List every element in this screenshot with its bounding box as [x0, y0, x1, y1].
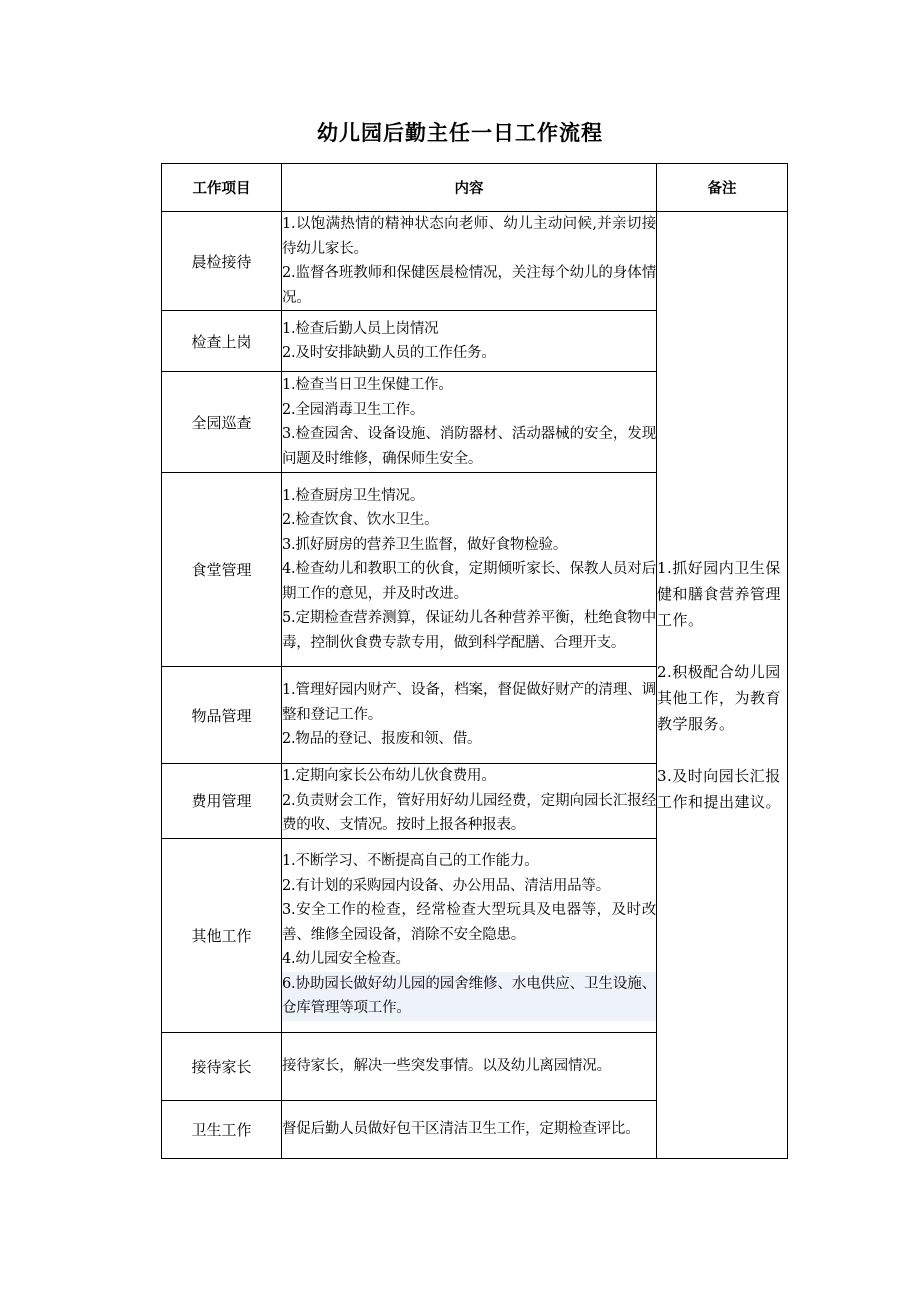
content-line: 2.检查饮食、饮水卫生。 [282, 512, 439, 529]
content-line: 1.以饱满热情的精神状态向老师、幼儿主动问候,并亲切接待幼儿家长。 [282, 216, 656, 257]
row-content [282, 473, 657, 667]
content-line: 2.负责财会工作，管好用好幼儿园经费，定期向园长汇报经费的收、支情况。按时上报各种报表。 [282, 792, 656, 833]
content-line: 1.检查厨房卫生情况。 [282, 487, 425, 504]
row-content [282, 311, 657, 372]
row-item: 食堂管理 [162, 473, 282, 667]
remark-note: 1.抓好园内卫生保健和膳食营养管理工作。 [657, 558, 782, 629]
page-title: 幼儿园后勤主任一日工作流程 [317, 121, 603, 145]
content-line: 1.检查当日卫生保健工作。 [282, 377, 453, 393]
remark-note: 3.及时向园长汇报工作和提出建议。 [657, 766, 782, 811]
content-line: 2.监督各班教师和保健医晨检情况，关注每个幼儿的身体情况。 [282, 265, 656, 306]
content-line: 6.协助园长做好幼儿园的园舍维修、水电供应、卫生设施、仓库管理等项工作。 [282, 972, 656, 1021]
header-item: 工作项目 [162, 164, 282, 212]
content-line: 1.检查后勤人员上岗情况 [282, 320, 439, 337]
content-line: 督促后勤人员做好包干区清洁卫生工作，定期检查评比。 [282, 1120, 640, 1137]
row-content [282, 667, 657, 764]
row-item: 费用管理 [162, 764, 282, 839]
content-line: 3.检查园舍、设备设施、消防器材、活动器械的安全，发现问题及时维修，确保师生安全。 [282, 426, 656, 467]
content-line: 1.不断学习、不断提高自己的工作能力。 [282, 853, 539, 870]
content-line: 3.安全工作的检查，经常检查大型玩具及电器等，及时改善、维修全园设备，消除不安全隐患。 [282, 902, 656, 943]
row-item: 卫生工作 [162, 1100, 282, 1158]
row-content [282, 212, 657, 311]
row-content [282, 764, 657, 839]
content-line: 2.及时安排缺勤人员的工作任务。 [282, 345, 496, 361]
content-line: 2.物品的登记、报废和领、借。 [282, 731, 482, 748]
row-item: 物品管理 [162, 667, 282, 764]
content-line: 接待家长，解决一些突发事情。以及幼儿离园情况。 [282, 1057, 611, 1074]
content-line: 4.检查幼儿和教职工的伙食，定期倾听家长、保教人员对后期工作的意见，并及时改进。 [282, 561, 656, 602]
row-content [282, 838, 657, 1032]
content-line: 2.全园消毒卫生工作。 [282, 401, 425, 418]
workflow-table [161, 163, 788, 1159]
content-line: 3.抓好厨房的营养卫生监督，做好食物检验。 [282, 536, 568, 553]
remark-note: 2.积极配合幼儿园其他工作，为教育教学服务。 [657, 662, 782, 733]
row-item: 接待家长 [162, 1032, 282, 1100]
row-content [282, 1100, 657, 1158]
row-content [282, 372, 657, 473]
row-item: 检查上岗 [162, 311, 282, 372]
remarks-cell [657, 212, 788, 1159]
row-item: 全园巡查 [162, 372, 282, 473]
content-line: 5.定期检查营养测算，保证幼儿各种营养平衡，杜绝食物中毒，控制伙食费专款专用，做到科学配膳、合理开支。 [282, 610, 656, 651]
row-item: 晨检接待 [162, 212, 282, 311]
content-line: 4.幼儿园安全检查。 [282, 951, 410, 968]
table-header-row [162, 164, 788, 212]
row-item: 其他工作 [162, 838, 282, 1032]
content-line: 1.管理好园内财产、设备，档案，督促做好财产的清理、调整和登记工作。 [282, 682, 656, 723]
content-line: 1.定期向家长公布幼儿伙食费用。 [282, 768, 496, 784]
content-line: 2.有计划的采购园内设备、办公用品、清洁用品等。 [282, 877, 611, 894]
header-remarks: 备注 [657, 164, 788, 212]
row-content [282, 1032, 657, 1100]
table-row [162, 212, 788, 311]
header-content: 内容 [282, 164, 657, 212]
